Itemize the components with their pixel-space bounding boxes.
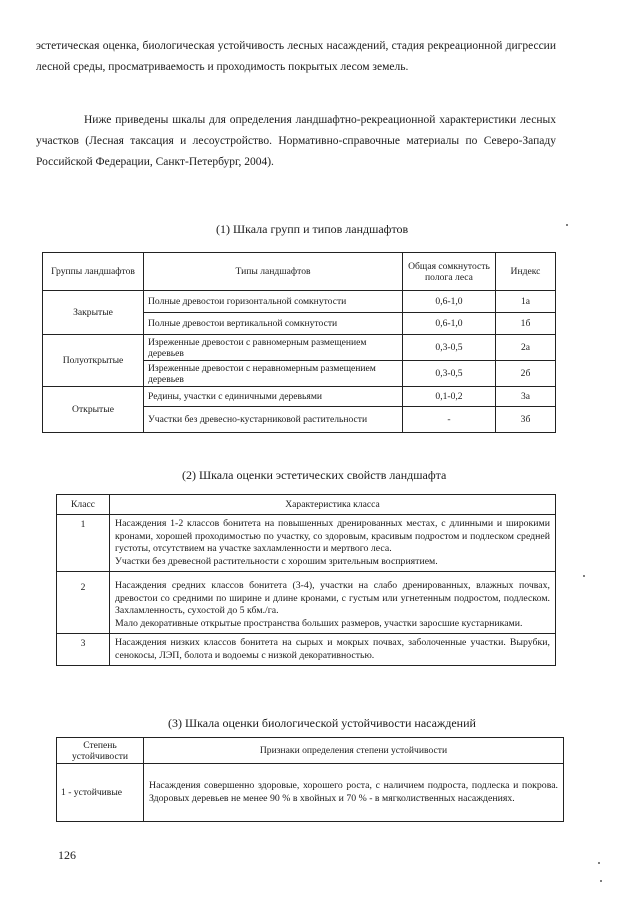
- degree-label: 1 - устойчивые: [57, 764, 144, 822]
- density-value: 0,6-1,0: [403, 313, 496, 335]
- header-density: Общая сомкнутость полога леса: [403, 253, 496, 291]
- landscape-type: Изреженные древостои с равномерным размещением деревьев: [144, 335, 403, 361]
- header-index: Индекс: [496, 253, 556, 291]
- intro-paragraph-1: эстетическая оценка, биологическая устойчивость лесных насаждений, стадия рекреационной дигрессии лесной среды, просматриваемость и проходимость покрытых лесом земель.: [36, 40, 556, 73]
- index-value: 2а: [496, 335, 556, 361]
- density-value: 0,1-0,2: [403, 387, 496, 407]
- page-number: 126: [58, 848, 76, 862]
- class-number: 1: [57, 515, 110, 572]
- scan-speck: [566, 224, 568, 226]
- density-value: 0,6-1,0: [403, 291, 496, 313]
- group-closed: Закрытые: [43, 291, 144, 335]
- index-value: 1б: [496, 313, 556, 335]
- header-class: Класс: [57, 495, 110, 515]
- landscape-type: Участки без древесно-кустарниковой растительности: [144, 407, 403, 433]
- table2-caption: (2) Шкала оценки эстетических свойств ландшафта: [182, 468, 447, 482]
- landscape-type: Редины, участки с единичными деревьями: [144, 387, 403, 407]
- index-value: 1а: [496, 291, 556, 313]
- class-description-extra: Мало декоративные открытые пространства больших размеров, участки заросшие кустарниками.: [115, 617, 523, 629]
- header-groups: Группы ландшафтов: [43, 253, 144, 291]
- density-value: 0,3-0,5: [403, 361, 496, 387]
- index-value: 3б: [496, 407, 556, 433]
- aesthetic-scale-table: [56, 494, 556, 666]
- landscape-type: Полные древостои горизонтальной сомкнутости: [144, 291, 403, 313]
- header-signs: Признаки определения степени устойчивости: [144, 738, 564, 764]
- density-value: 0,3-0,5: [403, 335, 496, 361]
- class-description: [110, 515, 556, 572]
- header-characteristic: Характеристика класса: [110, 495, 556, 515]
- index-value: 3а: [496, 387, 556, 407]
- class-number: 2: [57, 572, 110, 634]
- index-value: 2б: [496, 361, 556, 387]
- group-semi-open: Полуоткрытые: [43, 335, 144, 387]
- group-open: Открытые: [43, 387, 144, 433]
- scan-speck: [598, 862, 600, 864]
- class-description-main: Насаждения 1-2 классов бонитета на повышенных дренированных местах, с длинными и широкими кронами, хорошей проходимостью по участку, со здоровым, красивым подростом и подлеском средней густоты, отсутствием на участке захламленности и мертвого леса.: [115, 518, 550, 554]
- density-value: -: [403, 407, 496, 433]
- scan-speck: [583, 575, 585, 577]
- landscape-type: Полные древостои вертикальной сомкнутости: [144, 313, 403, 335]
- class-description-main: Насаждения средних классов бонитета (3-4), участки на слабо дренированных, влажных почвах, древостои со средними по ширине и длине кронами, с густым или угнетенным подростом, подлеском. Захламленность, сухостой до 5 кбм./га.: [115, 580, 550, 616]
- class-number: 3: [57, 634, 110, 666]
- class-description-extra: Участки без древесной растительности с хорошим зрительным восприятием.: [115, 555, 438, 567]
- class-description: [110, 634, 556, 666]
- landscape-types-table: [42, 252, 556, 433]
- stability-scale-table: [56, 737, 564, 822]
- intro-paragraph-2: Ниже приведены шкалы для определения ландшафтно-рекреационной характеристики лесных участков (Лесная таксация и лесоустройство. Нормативно-справочные материалы по Северо-Западу Российской Федерации, Санкт-Петербург, 2004).: [36, 114, 556, 168]
- landscape-type: Изреженные древостои с неравномерным размещением деревьев: [144, 361, 403, 387]
- class-description-main: Насаждения низких классов бонитета на сырых и мокрых почвах, заболоченные участки. Вырубки, сенокосы, ЛЭП, болота и водоемы с низкой декоративностью.: [115, 637, 550, 661]
- class-description: [110, 572, 556, 634]
- table3-caption: (3) Шкала оценки биологической устойчивости насаждений: [168, 716, 476, 730]
- header-degree: Степень устойчивости: [57, 738, 144, 764]
- header-types: Типы ландшафтов: [144, 253, 403, 291]
- scan-speck: [600, 880, 602, 882]
- degree-signs: Насаждения совершенно здоровые, хорошего роста, с наличием подроста, подлеска и покрова. Здоровых деревьев не менее 90 % в хвойных и 70 % - в мягколиственных насаждениях.: [144, 764, 564, 822]
- table1-caption: (1) Шкала групп и типов ландшафтов: [216, 222, 409, 236]
